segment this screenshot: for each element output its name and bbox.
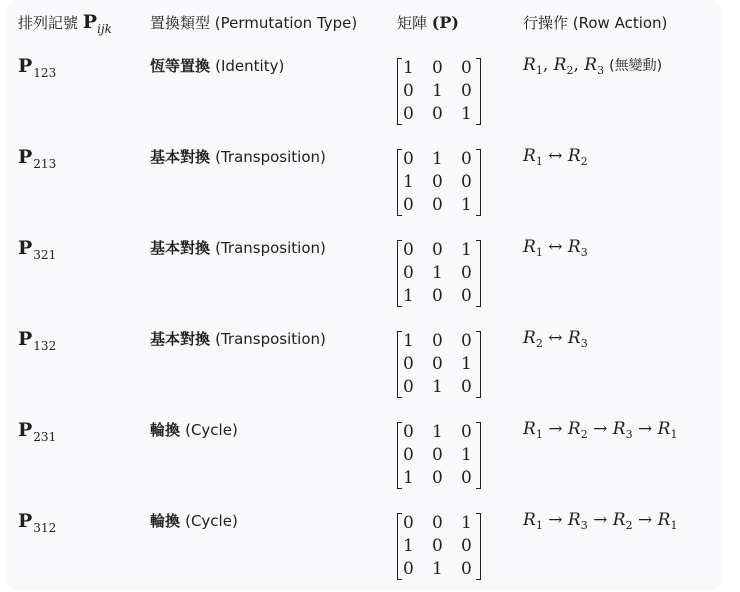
row-index: 2: [535, 337, 543, 350]
type-en: (Identity): [215, 57, 285, 75]
notation-cell: [6, 44, 150, 135]
type-zh: 輪換: [150, 421, 181, 439]
matrix-entry: 0: [432, 445, 443, 465]
matrix-row: [403, 444, 475, 467]
matrix-entry: 0: [403, 377, 414, 397]
matrix: [397, 512, 481, 581]
matrix-entry: 0: [403, 149, 414, 169]
matrix-entry: 0: [461, 536, 472, 556]
row-symbol: R: [567, 419, 581, 439]
row-index: 3: [597, 64, 605, 77]
notation-symbol: P: [18, 55, 33, 77]
matrix-row: [403, 512, 475, 535]
row-index: 1: [670, 519, 678, 532]
row-index: 2: [580, 155, 588, 168]
action-cell: [523, 499, 723, 590]
matrix-entry: 1: [403, 331, 414, 351]
matrix-entry: 0: [461, 58, 472, 78]
row-action: [523, 419, 677, 439]
matrix-row: [403, 467, 475, 490]
row-symbol: R: [567, 328, 581, 348]
notation-subscript: 132: [33, 339, 57, 353]
matrix-entry: 0: [432, 104, 443, 124]
type-en: (Cycle): [185, 421, 238, 439]
action-operator: →: [632, 419, 658, 439]
type-zh: 輪換: [150, 512, 181, 530]
action-operator: →: [542, 419, 568, 439]
matrix-entry: 0: [403, 240, 414, 260]
row-index: 1: [670, 428, 678, 441]
action-cell: [523, 317, 723, 408]
action-operator: ↔: [542, 328, 568, 348]
row-index: 2: [625, 519, 633, 532]
matrix-entry: 0: [403, 354, 414, 374]
header-matrix-label: 矩陣: [397, 13, 428, 32]
matrix-entry: 0: [403, 263, 414, 283]
matrix-row: [403, 103, 475, 126]
matrix-entry: 0: [461, 559, 472, 579]
matrix-row: [403, 353, 475, 376]
matrix-entry: 0: [432, 468, 443, 488]
header-notation: [6, 0, 150, 44]
notation-subscript: 312: [33, 521, 57, 535]
header-matrix-symbol: (P): [431, 12, 459, 32]
action-operator: →: [632, 510, 658, 530]
row-index: 1: [535, 428, 543, 441]
row-index: 3: [580, 246, 588, 259]
matrix-cell: [397, 135, 523, 226]
row-symbol: R: [567, 237, 581, 257]
type-en: (Transposition): [215, 239, 326, 257]
row-action: [523, 237, 588, 257]
row-index: 1: [535, 246, 543, 259]
matrix-row: [403, 171, 475, 194]
type-zh: 基本對換: [150, 148, 211, 166]
row-action: [523, 55, 604, 75]
type-cell: [150, 135, 397, 226]
type-zh: 恆等置換: [150, 57, 211, 75]
action-operator: ↔: [542, 237, 568, 257]
row-symbol: R: [523, 55, 536, 75]
matrix-row: [403, 80, 475, 103]
matrix-entry: 0: [461, 81, 472, 101]
permutation-table: [6, 0, 723, 590]
notation-subscript: 231: [33, 430, 57, 444]
matrix-entry: 0: [432, 58, 443, 78]
matrix-entry: 0: [403, 104, 414, 124]
matrix-entry: 1: [403, 468, 414, 488]
notation-symbol: P: [18, 237, 33, 259]
matrix-entry: 0: [432, 354, 443, 374]
row-index: 2: [566, 64, 574, 77]
header-action: 行操作 (Row Action): [523, 13, 668, 32]
matrix-row: [403, 421, 475, 444]
matrix-entry: 1: [432, 263, 443, 283]
matrix-entry: 0: [461, 263, 472, 283]
notation-cell: [6, 226, 150, 317]
notation-symbol: P: [18, 419, 33, 441]
matrix-entry: 0: [432, 195, 443, 215]
table-row: [6, 226, 723, 317]
action-operator: →: [542, 510, 568, 530]
matrix-entry: 0: [403, 195, 414, 215]
notation-cell: [6, 317, 150, 408]
matrix: [397, 239, 481, 308]
action-operator: ↔: [542, 146, 568, 166]
matrix-row: [403, 558, 475, 581]
matrix: [397, 330, 481, 399]
header-row: [6, 0, 723, 44]
matrix-entry: 0: [403, 559, 414, 579]
matrix-entry: 1: [432, 559, 443, 579]
notation-subscript: 123: [33, 66, 57, 80]
matrix-row: [403, 285, 475, 308]
notation-subscript: 213: [33, 157, 57, 171]
type-en: (Cycle): [185, 512, 238, 530]
matrix-row: [403, 239, 475, 262]
header-type: 置換類型 (Permutation Type): [150, 13, 358, 32]
notation-cell: [6, 499, 150, 590]
matrix-cell: [397, 499, 523, 590]
header-notation-sub: ijk: [97, 22, 112, 36]
header-matrix: [397, 0, 523, 44]
type-en: (Transposition): [215, 148, 326, 166]
row-symbol: R: [567, 146, 581, 166]
row-index: 3: [625, 428, 633, 441]
row-symbol: R: [567, 510, 581, 530]
matrix-entry: 0: [403, 513, 414, 533]
row-symbol: R: [657, 419, 671, 439]
row-symbol: R: [584, 55, 598, 75]
matrix-entry: 0: [432, 331, 443, 351]
matrix-cell: [397, 226, 523, 317]
table-row: [6, 135, 723, 226]
matrix-entry: 0: [403, 445, 414, 465]
header-notation-symbol: P: [82, 11, 98, 33]
type-cell: [150, 317, 397, 408]
row-symbol: R: [523, 510, 536, 530]
matrix-row: [403, 57, 475, 80]
matrix: [397, 57, 481, 126]
row-index: 3: [580, 519, 588, 532]
action-cell: [523, 226, 723, 317]
row-symbol: R: [523, 146, 536, 166]
notation-cell: [6, 408, 150, 499]
row-symbol: R: [657, 510, 671, 530]
action-operator: →: [587, 419, 613, 439]
type-cell: [150, 408, 397, 499]
action-operator: ,: [542, 55, 554, 75]
matrix-entry: 1: [461, 354, 472, 374]
row-action: [523, 328, 588, 348]
row-index: 2: [580, 428, 588, 441]
matrix: [397, 148, 481, 217]
matrix-entry: 1: [432, 422, 443, 442]
matrix: [397, 421, 481, 490]
row-symbol: R: [553, 55, 567, 75]
notation-subscript: 321: [33, 248, 57, 262]
matrix-entry: 0: [461, 422, 472, 442]
matrix-entry: 0: [461, 377, 472, 397]
matrix-entry: 0: [403, 81, 414, 101]
matrix-entry: 1: [432, 81, 443, 101]
header-notation-label: 排列記號: [18, 14, 79, 32]
matrix-row: [403, 262, 475, 285]
row-symbol: R: [523, 237, 536, 257]
row-index: 1: [535, 519, 543, 532]
row-symbol: R: [612, 419, 626, 439]
matrix-entry: 0: [403, 422, 414, 442]
matrix-entry: 0: [461, 286, 472, 306]
notation-symbol: P: [18, 146, 33, 168]
matrix-entry: 0: [432, 172, 443, 192]
matrix-cell: [397, 408, 523, 499]
matrix-entry: 0: [432, 536, 443, 556]
row-index: 3: [580, 337, 588, 350]
row-symbol: R: [612, 510, 626, 530]
table-row: [6, 44, 723, 135]
row-symbol: R: [523, 419, 536, 439]
matrix-row: [403, 148, 475, 171]
matrix-entry: 1: [461, 104, 472, 124]
row-action: [523, 146, 588, 166]
action-cell: [523, 408, 723, 499]
matrix-entry: 0: [461, 172, 472, 192]
type-en: (Transposition): [215, 330, 326, 348]
matrix-entry: 1: [403, 286, 414, 306]
matrix-entry: 0: [432, 513, 443, 533]
matrix-entry: 0: [461, 331, 472, 351]
type-cell: [150, 44, 397, 135]
type-cell: [150, 499, 397, 590]
matrix-cell: [397, 44, 523, 135]
matrix-entry: 1: [461, 240, 472, 260]
matrix-entry: 1: [403, 172, 414, 192]
type-zh: 基本對換: [150, 330, 211, 348]
notation-cell: [6, 135, 150, 226]
matrix-row: [403, 535, 475, 558]
matrix-entry: 0: [432, 240, 443, 260]
row-symbol: R: [523, 328, 536, 348]
matrix-entry: 1: [461, 445, 472, 465]
matrix-entry: 1: [432, 149, 443, 169]
notation-symbol: P: [18, 510, 33, 532]
table-row: [6, 408, 723, 499]
matrix-entry: 1: [403, 536, 414, 556]
matrix-cell: [397, 317, 523, 408]
action-operator: ,: [573, 55, 585, 75]
row-index: 1: [535, 155, 543, 168]
table-row: [6, 499, 723, 590]
matrix-entry: 0: [461, 468, 472, 488]
matrix-entry: 1: [403, 58, 414, 78]
action-cell: [523, 135, 723, 226]
action-note: (無變動): [609, 58, 663, 74]
notation-symbol: P: [18, 328, 33, 350]
matrix-row: [403, 330, 475, 353]
type-zh: 基本對換: [150, 239, 211, 257]
matrix-row: [403, 376, 475, 399]
row-action: [523, 510, 677, 530]
matrix-entry: 1: [461, 195, 472, 215]
matrix-entry: 1: [432, 377, 443, 397]
row-index: 1: [535, 64, 543, 77]
matrix-entry: 0: [432, 286, 443, 306]
action-cell: [523, 44, 723, 135]
matrix-entry: 1: [461, 513, 472, 533]
matrix-row: [403, 194, 475, 217]
table-row: [6, 317, 723, 408]
matrix-entry: 0: [461, 149, 472, 169]
type-cell: [150, 226, 397, 317]
action-operator: →: [587, 510, 613, 530]
